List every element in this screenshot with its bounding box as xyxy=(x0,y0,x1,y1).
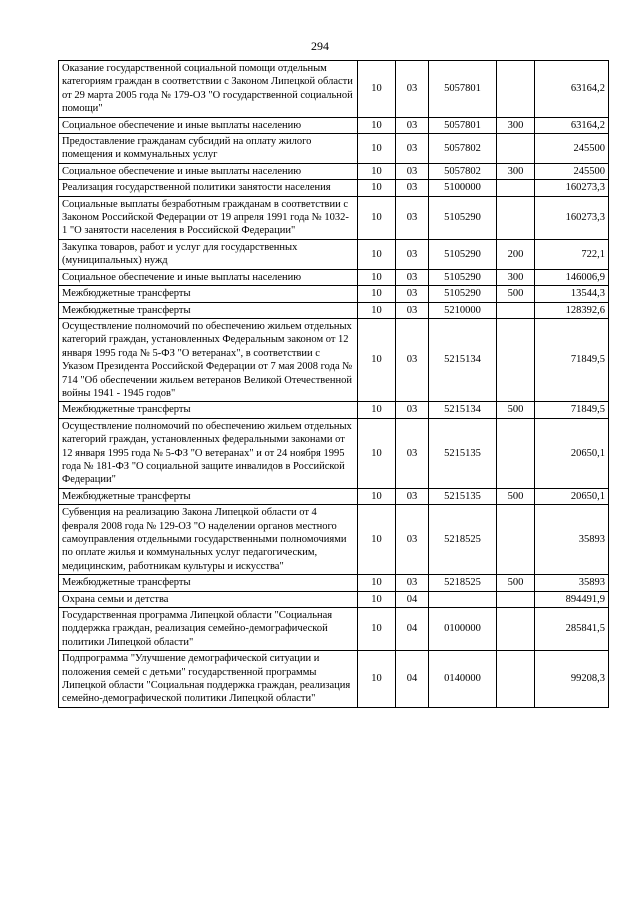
amount: 160273,3 xyxy=(535,196,609,239)
section-code: 10 xyxy=(358,318,396,401)
subsection-code: 03 xyxy=(396,239,429,269)
target-item-code: 5215134 xyxy=(429,402,497,418)
table-row xyxy=(59,196,609,239)
section-code: 10 xyxy=(358,591,396,607)
amount: 20650,1 xyxy=(535,418,609,488)
target-item-code: 5057802 xyxy=(429,163,497,179)
target-item-code: 5210000 xyxy=(429,302,497,318)
section-code: 10 xyxy=(358,575,396,591)
table-row xyxy=(59,239,609,269)
row-description: Межбюджетные трансферты xyxy=(59,488,358,504)
target-item-code: 0100000 xyxy=(429,608,497,651)
row-description: Социальное обеспечение и иные выплаты населению xyxy=(59,163,358,179)
expense-type-code: 500 xyxy=(497,488,535,504)
target-item-code: 5057802 xyxy=(429,134,497,164)
row-description: Закупка товаров, работ и услуг для государственных (муниципальных) нужд xyxy=(59,239,358,269)
subsection-code: 03 xyxy=(396,286,429,302)
target-item-code: 5057801 xyxy=(429,117,497,133)
subsection-code: 03 xyxy=(396,180,429,196)
amount: 160273,3 xyxy=(535,180,609,196)
target-item-code: 5215134 xyxy=(429,318,497,401)
table-row xyxy=(59,286,609,302)
amount: 99208,3 xyxy=(535,651,609,708)
table-row xyxy=(59,575,609,591)
row-description: Межбюджетные трансферты xyxy=(59,402,358,418)
section-code: 10 xyxy=(358,163,396,179)
table-row xyxy=(59,402,609,418)
subsection-code: 03 xyxy=(396,302,429,318)
row-description: Межбюджетные трансферты xyxy=(59,286,358,302)
amount: 71849,5 xyxy=(535,318,609,401)
table-row xyxy=(59,505,609,575)
row-description: Межбюджетные трансферты xyxy=(59,575,358,591)
expense-type-code xyxy=(497,651,535,708)
table-row xyxy=(59,269,609,285)
subsection-code: 04 xyxy=(396,608,429,651)
subsection-code: 03 xyxy=(396,117,429,133)
expense-type-code xyxy=(497,61,535,118)
row-description: Межбюджетные трансферты xyxy=(59,302,358,318)
subsection-code: 03 xyxy=(396,318,429,401)
row-description: Осуществление полномочий по обеспечению жильем отдельных категорий граждан, установленных федеральными законами от 12 января 1995 года № 5-ФЗ "О ветеранах" и от 24 ноября 1995 года № 181-ФЗ "О социальной защите инвалидов в Российской Федерации" xyxy=(59,418,358,488)
section-code: 10 xyxy=(358,488,396,504)
row-description: Социальные выплаты безработным гражданам в соответствии с Законом Российской Федерации от 19 апреля 1991 года № 1032-1 "О занятости населения в Российской Федерации" xyxy=(59,196,358,239)
amount: 285841,5 xyxy=(535,608,609,651)
section-code: 10 xyxy=(358,302,396,318)
subsection-code: 03 xyxy=(396,163,429,179)
expense-type-code: 200 xyxy=(497,239,535,269)
amount: 245500 xyxy=(535,163,609,179)
table-row xyxy=(59,418,609,488)
expense-type-code xyxy=(497,418,535,488)
section-code: 10 xyxy=(358,180,396,196)
subsection-code: 03 xyxy=(396,575,429,591)
row-description: Государственная программа Липецкой области "Социальная поддержка граждан, реализация семейно-демографической политики Липецкой области" xyxy=(59,608,358,651)
section-code: 10 xyxy=(358,117,396,133)
budget-table-body xyxy=(59,61,609,708)
amount: 20650,1 xyxy=(535,488,609,504)
table-row xyxy=(59,117,609,133)
table-row xyxy=(59,488,609,504)
section-code: 10 xyxy=(358,402,396,418)
section-code: 10 xyxy=(358,61,396,118)
expense-type-code: 300 xyxy=(497,163,535,179)
amount: 128392,6 xyxy=(535,302,609,318)
subsection-code: 03 xyxy=(396,505,429,575)
section-code: 10 xyxy=(358,134,396,164)
target-item-code xyxy=(429,591,497,607)
amount: 35893 xyxy=(535,505,609,575)
budget-table xyxy=(58,60,609,708)
table-row xyxy=(59,608,609,651)
amount: 722,1 xyxy=(535,239,609,269)
section-code: 10 xyxy=(358,651,396,708)
expense-type-code xyxy=(497,505,535,575)
table-row xyxy=(59,318,609,401)
expense-type-code xyxy=(497,608,535,651)
expense-type-code xyxy=(497,180,535,196)
amount: 35893 xyxy=(535,575,609,591)
target-item-code: 5105290 xyxy=(429,269,497,285)
table-row xyxy=(59,302,609,318)
expense-type-code xyxy=(497,318,535,401)
target-item-code: 5215135 xyxy=(429,418,497,488)
expense-type-code xyxy=(497,134,535,164)
table-row xyxy=(59,180,609,196)
subsection-code: 03 xyxy=(396,134,429,164)
table-row xyxy=(59,61,609,118)
target-item-code: 5218525 xyxy=(429,575,497,591)
row-description: Осуществление полномочий по обеспечению жильем отдельных категорий граждан, установленных Федеральным законом от 12 января 1995 года № 5-ФЗ "О ветеранах", в соответствии с Указом Президента Российской Федерации от 7 мая 2008 года № 714 "Об обеспечении жильем ветеранов Великой Отечественной войны 1941 - 1945 годов" xyxy=(59,318,358,401)
amount: 13544,3 xyxy=(535,286,609,302)
target-item-code: 5100000 xyxy=(429,180,497,196)
expense-type-code: 300 xyxy=(497,117,535,133)
subsection-code: 04 xyxy=(396,591,429,607)
section-code: 10 xyxy=(358,418,396,488)
section-code: 10 xyxy=(358,239,396,269)
target-item-code: 5105290 xyxy=(429,239,497,269)
row-description: Социальное обеспечение и иные выплаты населению xyxy=(59,269,358,285)
expense-type-code: 300 xyxy=(497,269,535,285)
subsection-code: 03 xyxy=(396,61,429,118)
amount: 245500 xyxy=(535,134,609,164)
subsection-code: 04 xyxy=(396,651,429,708)
subsection-code: 03 xyxy=(396,402,429,418)
target-item-code: 5057801 xyxy=(429,61,497,118)
expense-type-code xyxy=(497,591,535,607)
expense-type-code: 500 xyxy=(497,402,535,418)
table-row xyxy=(59,651,609,708)
section-code: 10 xyxy=(358,608,396,651)
target-item-code: 5218525 xyxy=(429,505,497,575)
table-row xyxy=(59,591,609,607)
table-row xyxy=(59,134,609,164)
amount: 63164,2 xyxy=(535,61,609,118)
row-description: Субвенция на реализацию Закона Липецкой области от 4 февраля 2008 года № 129-ОЗ "О наделении органов местного самоуправления отдельными государственными полномочиями по оплате жилья и коммунальных услуг педагогическим, медицинским, работникам культуры и искусства" xyxy=(59,505,358,575)
section-code: 10 xyxy=(358,269,396,285)
row-description: Подпрограмма "Улучшение демографической ситуации и положения семей с детьми" государственной программы Липецкой области "Социальная поддержка граждан, реализация семейно-демографической политики Липецкой области" xyxy=(59,651,358,708)
page-number: 294 xyxy=(311,39,329,53)
amount: 894491,9 xyxy=(535,591,609,607)
expense-type-code: 500 xyxy=(497,286,535,302)
subsection-code: 03 xyxy=(396,488,429,504)
subsection-code: 03 xyxy=(396,196,429,239)
row-description: Оказание государственной социальной помощи отдельным категориям граждан в соответствии с Законом Липецкой области от 29 марта 2005 года № 179-ОЗ "О государственной социальной помощи" xyxy=(59,61,358,118)
row-description: Социальное обеспечение и иные выплаты населению xyxy=(59,117,358,133)
section-code: 10 xyxy=(358,196,396,239)
amount: 63164,2 xyxy=(535,117,609,133)
expense-type-code: 500 xyxy=(497,575,535,591)
section-code: 10 xyxy=(358,286,396,302)
target-item-code: 5105290 xyxy=(429,286,497,302)
expense-type-code xyxy=(497,302,535,318)
row-description: Реализация государственной политики занятости населения xyxy=(59,180,358,196)
expense-type-code xyxy=(497,196,535,239)
subsection-code: 03 xyxy=(396,269,429,285)
amount: 71849,5 xyxy=(535,402,609,418)
target-item-code: 5105290 xyxy=(429,196,497,239)
row-description: Предоставление гражданам субсидий на оплату жилого помещения и коммунальных услуг xyxy=(59,134,358,164)
subsection-code: 03 xyxy=(396,418,429,488)
target-item-code: 0140000 xyxy=(429,651,497,708)
row-description: Охрана семьи и детства xyxy=(59,591,358,607)
section-code: 10 xyxy=(358,505,396,575)
target-item-code: 5215135 xyxy=(429,488,497,504)
table-row xyxy=(59,163,609,179)
amount: 146006,9 xyxy=(535,269,609,285)
